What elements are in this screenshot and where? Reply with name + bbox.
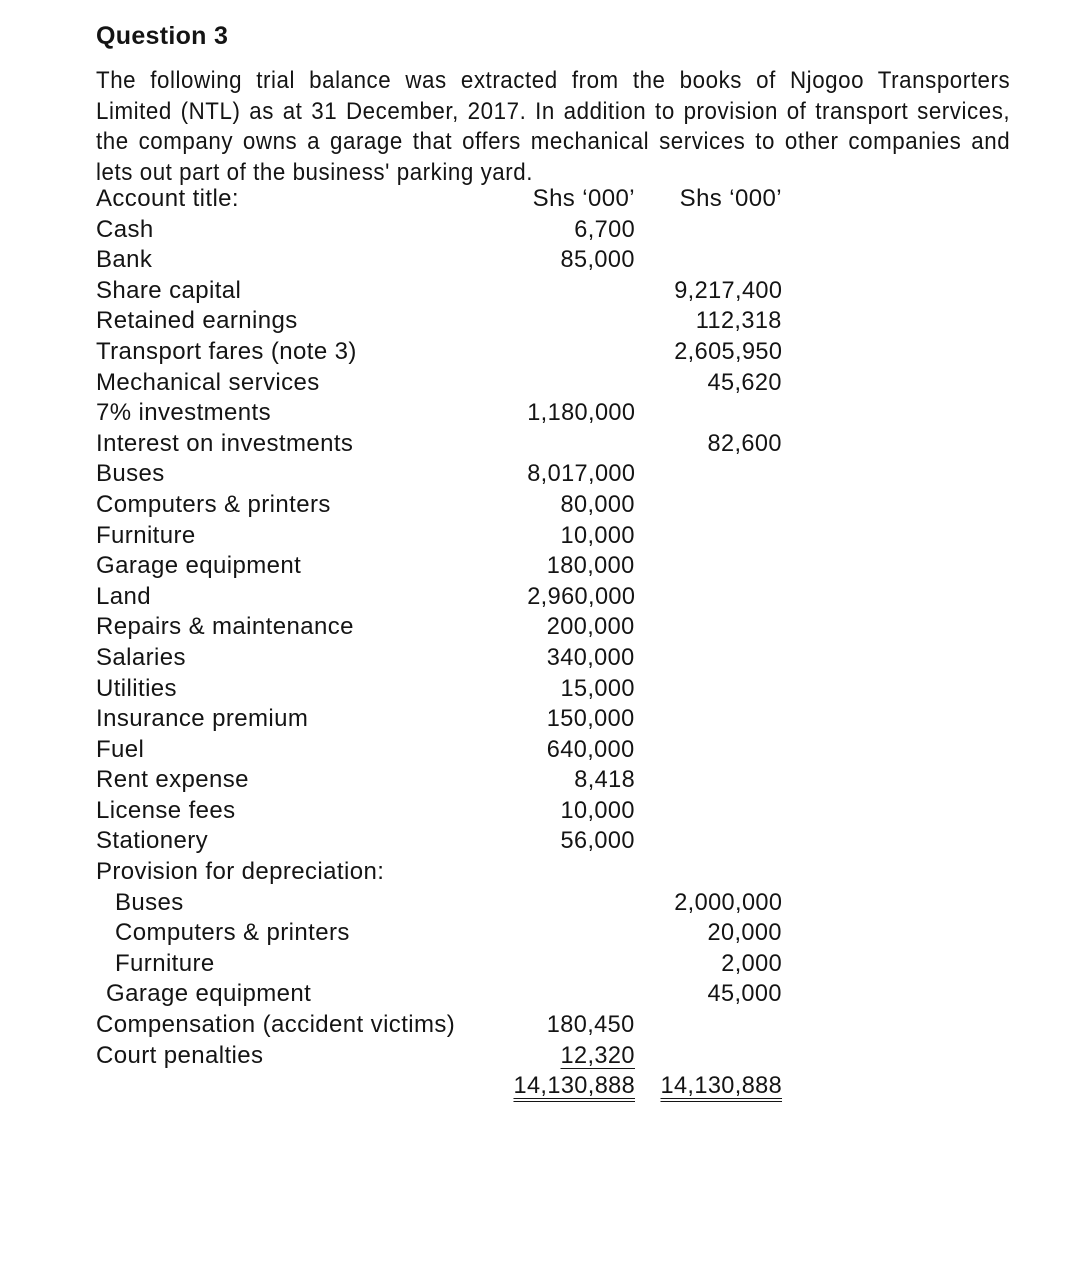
- debit-amount: 640,000: [547, 735, 635, 763]
- account-title-cell: 7% investments: [96, 399, 272, 427]
- credit-amount: 9,217,400: [673, 276, 782, 304]
- debit-cell: [487, 521, 635, 552]
- account-title-cell: Fuel: [96, 735, 145, 763]
- account-title-cell: Salaries: [96, 643, 186, 671]
- debit-cell: [487, 918, 635, 949]
- credit-cell: [635, 979, 782, 1010]
- table-row: [96, 826, 782, 857]
- account-title-cell: Interest on investments: [96, 429, 354, 457]
- credit-cell: [635, 765, 782, 796]
- table-row: [96, 215, 782, 246]
- credit-cell: [635, 276, 782, 307]
- debit-total-cell: [487, 1071, 635, 1102]
- debit-cell: [487, 1041, 635, 1072]
- credit-cell: [635, 490, 782, 521]
- table-row: [96, 337, 782, 368]
- document-page: [96, 18, 1010, 1102]
- table-row: [96, 551, 782, 582]
- debit-cell: [487, 306, 635, 337]
- table-row: [96, 306, 782, 337]
- debit-amount: 1,180,000: [526, 399, 635, 427]
- credit-cell: [635, 368, 782, 399]
- debit-cell: [487, 337, 635, 368]
- credit-amount: 82,600: [707, 429, 782, 457]
- credit-cell: [635, 429, 782, 460]
- debit-amount: 80,000: [560, 490, 635, 518]
- table-row: [96, 643, 782, 674]
- account-title-cell: Retained earnings: [96, 307, 298, 335]
- debit-cell: [487, 429, 635, 460]
- credit-amount: 2,605,950: [673, 337, 782, 365]
- totals-row: [96, 1071, 782, 1102]
- account-title-cell: Mechanical services: [96, 368, 320, 396]
- debit-cell: [487, 276, 635, 307]
- account-title-cell: Utilities: [96, 674, 177, 702]
- debit-cell: [487, 888, 635, 919]
- debit-amount: 2,960,000: [526, 582, 635, 610]
- account-title-cell: Furniture: [96, 521, 196, 549]
- debit-cell: [487, 368, 635, 399]
- debit-cell: [487, 490, 635, 521]
- table-row: [96, 459, 782, 490]
- credit-cell: [635, 215, 782, 246]
- debit-column-header: Shs ‘000’: [532, 185, 635, 212]
- debit-cell: [487, 612, 635, 643]
- account-title-cell: Share capital: [96, 276, 242, 304]
- trial-balance-body: [96, 184, 782, 1102]
- credit-cell: [635, 1041, 782, 1072]
- debit-cell: [487, 459, 635, 490]
- account-title-cell: Cash: [96, 215, 154, 243]
- debit-amount: 180,450: [547, 1011, 635, 1039]
- table-row: [96, 674, 782, 705]
- table-row: [96, 704, 782, 735]
- account-title-cell: Bank: [96, 246, 153, 274]
- account-title-cell: Land: [96, 582, 151, 610]
- credit-total: 14,130,888: [660, 1074, 782, 1102]
- debit-amount: 85,000: [560, 246, 635, 274]
- credit-amount: 20,000: [707, 919, 782, 947]
- debit-cell: [487, 551, 635, 582]
- credit-cell: [635, 398, 782, 429]
- debit-amount: 180,000: [547, 552, 635, 580]
- table-row: [96, 888, 782, 919]
- table-row: [96, 612, 782, 643]
- table-row: [96, 735, 782, 766]
- account-title-cell: Transport fares (note 3): [96, 337, 357, 365]
- debit-amount: 12,320: [560, 1041, 635, 1069]
- debit-cell: [487, 582, 635, 613]
- credit-cell: [635, 918, 782, 949]
- account-title-cell: Computers & printers: [96, 490, 331, 518]
- credit-cell: [635, 245, 782, 276]
- credit-cell: [635, 1010, 782, 1041]
- debit-cell: [487, 398, 635, 429]
- debit-cell: [487, 735, 635, 766]
- debit-amount: 150,000: [547, 705, 635, 733]
- table-row: [96, 1041, 782, 1072]
- credit-cell: [635, 826, 782, 857]
- credit-amount: 2,000,000: [673, 888, 782, 916]
- table-row: [96, 1010, 782, 1041]
- account-title-cell: Buses: [96, 460, 165, 488]
- trial-balance-table: [96, 184, 782, 1102]
- credit-cell: [635, 521, 782, 552]
- account-title-cell: Insurance premium: [96, 705, 309, 733]
- table-row: [96, 398, 782, 429]
- table-row: [96, 521, 782, 552]
- table-row: [96, 429, 782, 460]
- credit-cell: [635, 857, 782, 888]
- debit-cell: [487, 796, 635, 827]
- account-title-cell: Rent expense: [96, 766, 249, 794]
- question-intro: The following trial balance was extracted from the books of Njogoo Transporters Limited (NTL) as at 31 December, 2017. In addition to provision of transport services, the company owns a garage that offers mechanical services to other companies and lets out part of the business' parking yard.: [96, 67, 1011, 186]
- question-title: Question 3: [96, 22, 229, 50]
- debit-cell: [487, 215, 635, 246]
- credit-cell: [635, 704, 782, 735]
- debit-amount: 10,000: [560, 796, 635, 824]
- debit-amount: 340,000: [547, 643, 635, 671]
- credit-cell: [635, 551, 782, 582]
- credit-amount: 45,620: [707, 368, 782, 396]
- debit-total: 14,130,888: [513, 1074, 635, 1102]
- account-title-cell: Compensation (accident victims): [96, 1011, 456, 1039]
- credit-column-header: Shs ‘000’: [679, 185, 782, 212]
- credit-amount: 2,000: [721, 949, 782, 977]
- debit-cell: [487, 704, 635, 735]
- debit-amount: 56,000: [560, 827, 635, 855]
- debit-cell: [487, 826, 635, 857]
- table-header-row: [96, 184, 782, 215]
- debit-amount: 15,000: [560, 674, 635, 702]
- table-row: [96, 276, 782, 307]
- credit-amount: 112,318: [695, 307, 782, 335]
- account-title-cell: Buses: [115, 888, 184, 916]
- account-title-cell: Repairs & maintenance: [96, 613, 354, 641]
- debit-cell: [487, 949, 635, 980]
- debit-amount: 6,700: [574, 215, 635, 243]
- credit-cell: [635, 459, 782, 490]
- debit-amount: 10,000: [560, 521, 635, 549]
- credit-cell: [635, 796, 782, 827]
- debit-cell: [487, 979, 635, 1010]
- table-row: [96, 582, 782, 613]
- credit-cell: [635, 612, 782, 643]
- credit-amount: 45,000: [707, 980, 782, 1008]
- credit-total-cell: [635, 1071, 782, 1102]
- table-row: [96, 765, 782, 796]
- debit-cell: [487, 1010, 635, 1041]
- credit-cell: [635, 949, 782, 980]
- account-title-cell: Court penalties: [96, 1041, 264, 1069]
- credit-cell: [635, 643, 782, 674]
- table-row: [96, 918, 782, 949]
- table-row: [96, 979, 782, 1010]
- table-row: [96, 368, 782, 399]
- account-title-cell: License fees: [96, 796, 236, 824]
- debit-cell: [487, 245, 635, 276]
- debit-cell: [487, 765, 635, 796]
- account-title-cell: Computers & printers: [115, 919, 350, 947]
- table-row: [96, 949, 782, 980]
- debit-amount: 8,017,000: [526, 460, 635, 488]
- account-title-header: Account title:: [96, 185, 240, 212]
- credit-cell: [635, 888, 782, 919]
- table-row: [96, 796, 782, 827]
- debit-cell: [487, 674, 635, 705]
- credit-cell: [635, 306, 782, 337]
- debit-cell: [487, 643, 635, 674]
- debit-amount: 200,000: [547, 613, 635, 641]
- credit-cell: [635, 582, 782, 613]
- table-row: [96, 245, 782, 276]
- account-title-cell: Furniture: [115, 949, 215, 977]
- totals-label-cell: [96, 1071, 487, 1102]
- debit-cell: [487, 857, 635, 888]
- account-title-cell: Garage equipment: [106, 980, 312, 1008]
- credit-cell: [635, 337, 782, 368]
- credit-cell: [635, 674, 782, 705]
- account-title-cell: Provision for depreciation:: [96, 858, 385, 886]
- debit-amount: 8,418: [574, 766, 635, 794]
- table-row: [96, 857, 782, 888]
- account-title-cell: Stationery: [96, 827, 209, 855]
- table-row: [96, 490, 782, 521]
- account-title-cell: Garage equipment: [96, 552, 302, 580]
- credit-cell: [635, 735, 782, 766]
